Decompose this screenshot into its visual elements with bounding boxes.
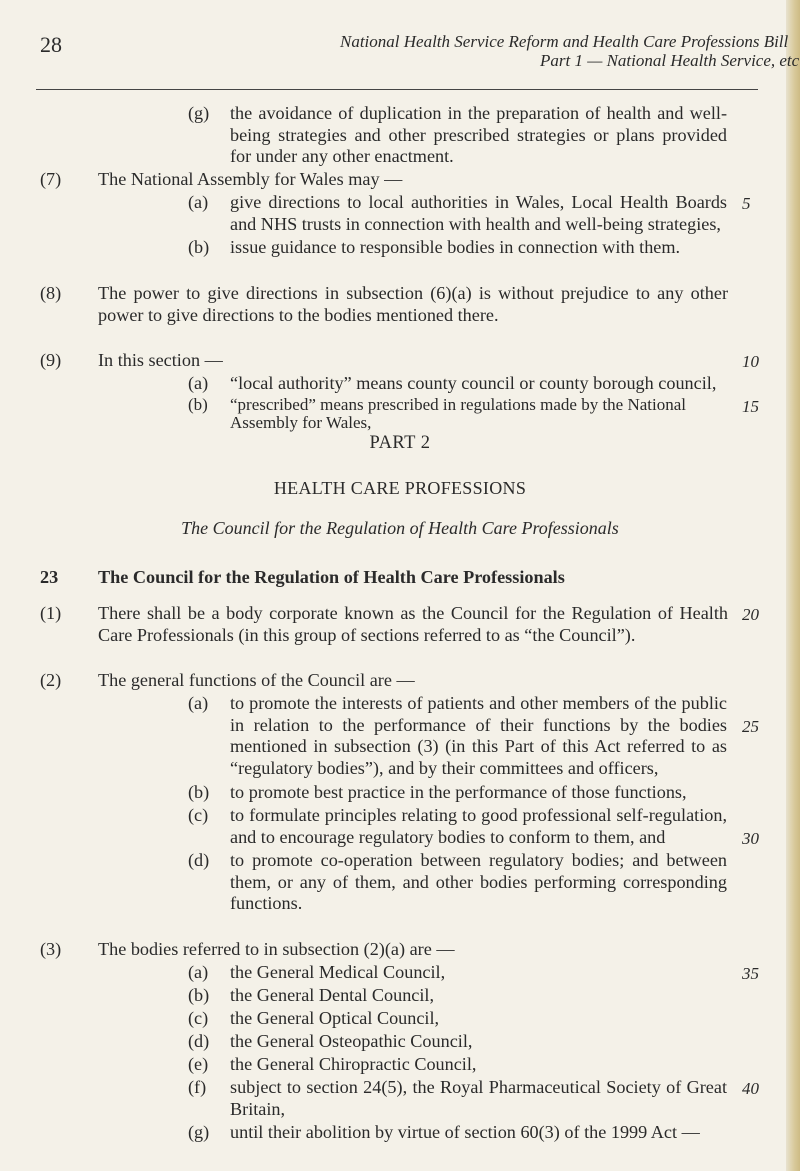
item-text: “prescribed” means prescribed in regulations made by the National Assembly for Wales,: [230, 395, 686, 433]
margin-line-number: 5: [742, 194, 751, 213]
item-text: the General Medical Council,: [230, 962, 446, 982]
item-label: (f): [188, 1077, 207, 1097]
subsection-text: There shall be a body corporate known as the Council for the Regulation of Health Care Professionals (in this group of sections referred to as “the Council”).: [98, 603, 728, 645]
subsection-label: (8): [40, 283, 62, 303]
item-label: (b): [188, 395, 208, 414]
subsection-text: The power to give directions in subsection (6)(a) is without prejudice to any other power to give directions to the bodies mentioned there.: [98, 283, 728, 325]
subsection-label: (3): [40, 939, 62, 959]
item-label: (a): [188, 373, 209, 393]
item-b: [188, 396, 728, 433]
subsection-label: (7): [40, 169, 62, 189]
item-label: (c): [188, 1008, 209, 1028]
subsection-text: The bodies referred to in subsection (2)(a) are —: [98, 939, 455, 959]
item-label: (g): [188, 103, 210, 123]
subsection-label: (1): [40, 603, 62, 623]
page-edge-shading: [786, 0, 800, 1171]
item-text: the avoidance of duplication in the preparation of health and well-being strategies and other prescribed strategies or plans provided for under any other enactment.: [230, 103, 727, 166]
item-label: (e): [188, 1054, 209, 1074]
running-header: [340, 32, 799, 70]
item-text: the General Chiropractic Council,: [230, 1054, 477, 1074]
running-header-title: National Health Service Reform and Health Care Professions Bill: [340, 32, 789, 51]
item-label: (b): [188, 985, 210, 1005]
item-label: (c): [188, 805, 209, 825]
item-label: (d): [188, 1031, 210, 1051]
item-text: to formulate principles relating to good professional self-regulation, and to encourage regulatory bodies to conform to them, and: [230, 805, 727, 847]
page-number: 28: [40, 32, 62, 57]
item-label: (a): [188, 962, 209, 982]
item-text: the General Osteopathic Council,: [230, 1031, 473, 1051]
subsection-label: (9): [40, 350, 62, 370]
item-text: the General Optical Council,: [230, 1008, 440, 1028]
margin-line-number: 25: [742, 717, 759, 736]
item-text: subject to section 24(5), the Royal Pharmaceutical Society of Great Britain,: [230, 1077, 727, 1119]
section-heading: The Council for the Regulation of Health Care Professionals: [98, 567, 565, 587]
item-label: (d): [188, 850, 210, 870]
group-title: The Council for the Regulation of Health Care Professionals: [181, 518, 619, 538]
margin-line-number: 35: [742, 964, 759, 983]
section-number: 23: [40, 567, 59, 587]
item-text: issue guidance to responsible bodies in connection with them.: [230, 237, 681, 257]
item-text: give directions to local authorities in Wales, Local Health Boards and NHS trusts in connection with health and well-being strategies,: [230, 192, 727, 234]
margin-line-number: 40: [742, 1079, 759, 1098]
item-label: (a): [188, 192, 209, 212]
subsection-text: In this section —: [98, 350, 223, 370]
margin-line-number: 30: [742, 829, 759, 848]
item-text: “local authority” means county council or county borough council,: [230, 373, 717, 393]
header-rule: [36, 89, 758, 90]
item-text: until their abolition by virtue of section 60(3) of the 1999 Act —: [230, 1122, 700, 1142]
subsection-text: The National Assembly for Wales may —: [98, 169, 403, 189]
item-text: to promote the interests of patients and other members of the public in relation to the performance of their functions by the bodies mentioned in subsection (3) (in this Part of this Act referred to as “regulatory bodies”), and by their committees and officers,: [230, 693, 727, 778]
item-text: to promote best practice in the performance of those functions,: [230, 782, 687, 802]
margin-line-number: 20: [742, 605, 759, 624]
part-subtitle: HEALTH CARE PROFESSIONS: [273, 478, 527, 498]
margin-line-number: 10: [742, 352, 759, 371]
margin-line-number: 15: [742, 397, 759, 416]
item-text: the General Dental Council,: [230, 985, 435, 1005]
running-header-subtitle: Part 1 — National Health Service, etc: [540, 51, 800, 70]
subsection-9-continuation: [188, 396, 728, 433]
item-label: (g): [188, 1122, 210, 1142]
item-label: (b): [188, 237, 210, 257]
part-title: PART 2: [369, 433, 431, 453]
subsection-text: The general functions of the Council are —: [98, 670, 415, 690]
item-text: to promote co-operation between regulatory bodies; and between them, or any of them, and other bodies performing corresponding functions.: [230, 850, 727, 913]
item-label: (a): [188, 693, 209, 713]
item-label: (b): [188, 782, 210, 802]
subsection-label: (2): [40, 670, 62, 690]
